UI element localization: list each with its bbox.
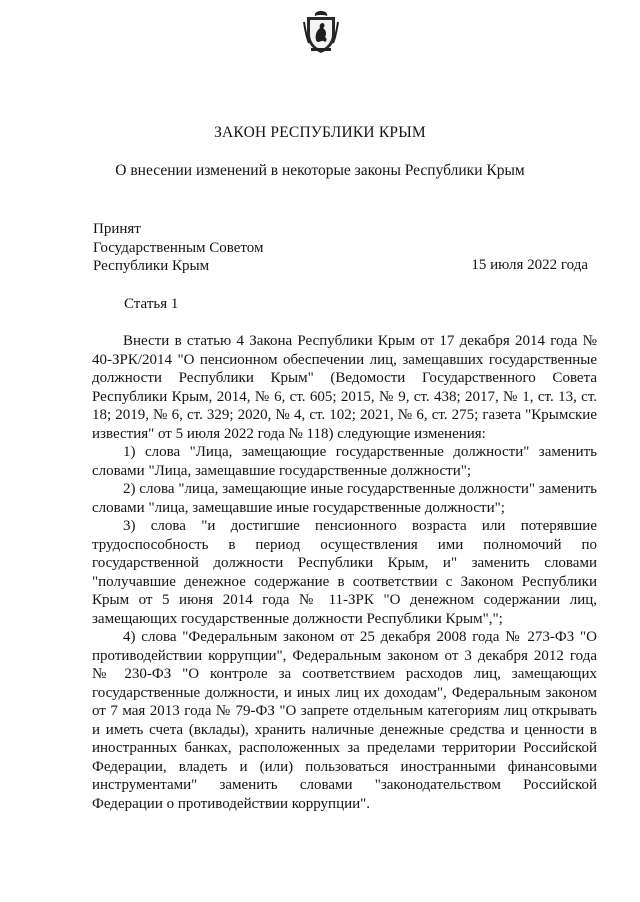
adoption-date: 15 июля 2022 года: [471, 257, 588, 273]
article-paragraph: 4) слова "Федеральным законом от 25 декабря 2008 года № 273-ФЗ "О противодействии коррупции", Федеральным законом от 3 декабря 2012 года № 230-ФЗ "О контроле за соответствием расходов лиц, замещающих государственные должности, и иных лиц их доходам", Федеральным законом от 7 мая 2013 года № 79-ФЗ "О запрете отдельным категориям лиц открывать и иметь счета (вклады), хранить наличные денежные средства и ценности в иностранных банках, расположенных за пределами территории Российской Федерации, владеть и (или) пользоваться иностранными финансовыми инструментами" заменить словами "законодательством Российской Федерации о противодействии коррупции".: [92, 629, 597, 812]
article-paragraph: 1) слова "Лица, замещающие государственные должности" заменить словами "Лица, замещавшие государственные должности";: [92, 444, 597, 479]
adoption-line: Республики Крым: [93, 258, 210, 274]
adoption-block: [93, 220, 264, 276]
adoption-line: Принят: [93, 221, 141, 237]
article-heading: Статья 1: [124, 296, 179, 312]
law-title: ЗАКОН РЕСПУБЛИКИ КРЫМ: [214, 124, 426, 141]
crimea-coat-of-arms-icon: [303, 10, 339, 54]
adoption-line: Государственным Советом: [93, 239, 264, 256]
article-body: [92, 332, 597, 813]
article-paragraph: 3) слова "и достигшие пенсионного возраста или потерявшие трудоспособность в период осуществления ими полномочий по государственной должности Республики Крым, и" заменить словами "получавшие денежное содержание в соответствии с Законом Республики Крым от 5 июня 2014 года № 11-ЗРК "О денежном содержании лиц, замещающих государственные должности Республики Крым",";: [92, 518, 597, 627]
article-paragraph: 2) слова "лица, замещающие иные государственные должности" заменить словами "лица, замещавшие иные государственные должности";: [92, 481, 597, 516]
law-subtitle: О внесении изменений в некоторые законы Республики Крым: [115, 162, 525, 179]
article-paragraph: Внести в статью 4 Закона Республики Крым от 17 декабря 2014 года № 40-ЗРК/2014 "О пенсионном обеспечении лиц, замещавших государственные должности Республики Крым" (Ведомости Государственного Совета Республики Крым, 2014, № 6, ст. 605; 2015, № 9, ст. 438; 2017, № 1, ст. 13, ст. 18; 2019, № 6, ст. 329; 2020, № 4, ст. 102; 2021, № 6, ст. 275; газета "Крымские известия" от 5 июля 2022 года № 118) следующие изменения:: [92, 333, 597, 442]
